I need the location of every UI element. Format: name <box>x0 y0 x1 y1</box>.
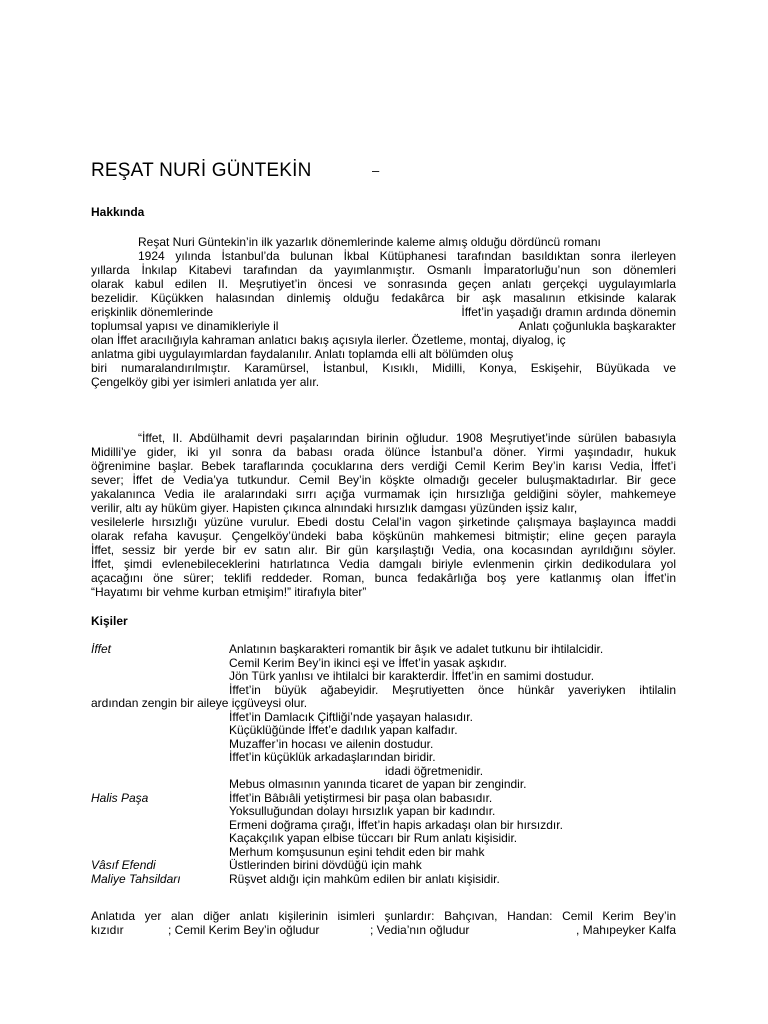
text-line: sever; İffet de Vedia’ya tutkundur. Cemil Bey’in köşkte olmadığı geceler buluşmaktadırlar. Bir gece <box>91 473 676 487</box>
cast-row <box>91 657 676 671</box>
cast-desc: Anlatının başkarakteri romantik bir âşık ve adalet tutkunu bir ihtilalcidir. <box>229 642 604 656</box>
text-line: olarak refaha kavuşur. Çengelköy’ündeki baba köşkünün mahkemesi bitmiştir; eline geçen parayla <box>91 529 676 543</box>
text-line: olan İffet aracılığıyla kahraman anlatıcı bakış açısıyla ilerler. Özetleme, montaj, diyalog, iç <box>91 333 566 347</box>
cast-row <box>91 643 676 657</box>
cast-desc: Merhum komşusunun eşini tehdit eden bir mahk <box>229 844 485 859</box>
section-heading-about: Hakkında <box>91 205 145 219</box>
text-line: “İffet, II. Abdülhamit devri paşalarından birinin oğludur. 1908 Meşrutiyet’inde sürülen babasıyla <box>138 431 676 445</box>
cast-desc: Üstlerinden birini dövdüğü için mahk <box>229 858 422 872</box>
cast-row <box>91 778 676 792</box>
section-heading-cast: Kişiler <box>91 614 128 628</box>
cast-name: İffet <box>91 642 112 656</box>
cast-name: Vâsıf Efendi <box>91 858 156 872</box>
cast-desc: Muzaffer’in hocası ve ailenin dostudur. <box>229 736 434 751</box>
cast-desc: Küçüklüğünde İffet’e dadılık yapan kalfadır. <box>229 723 458 737</box>
cast-row <box>91 859 676 873</box>
cast-desc: ardından zengin bir aileye içgüveysi olur. <box>91 696 308 710</box>
cast-desc: Rüşvet aldığı için mahkûm edilen bir anlatı kişisidir. <box>229 871 500 886</box>
text-fragment: , Mahıpeyker Kalfa <box>575 923 676 937</box>
text-line: Anlatıda yer alan diğer anlatı kişilerinin isimleri şunlardır: Bahçıvan, Handan: Cemil Kerim Bey’in <box>91 909 676 923</box>
text-line <box>91 319 676 333</box>
cast-desc: İffet’in küçüklük arkadaşlarından biridir. <box>229 750 436 764</box>
text-line: biri numaralandırılmıştır. Karamürsel, İstanbul, Kısıklı, Midilli, Konya, Eskişehir, Büyükada ve <box>91 361 676 375</box>
text-fragment: kızıdır <box>91 923 124 937</box>
title-dash: – <box>372 163 380 178</box>
title-text: REŞAT NURİ GÜNTEKİN <box>91 160 312 181</box>
summary-paragraph <box>91 431 676 599</box>
cast-desc: İffet’in Bâbıâli yetiştirmesi bir paşa olan babasıdır. <box>229 790 493 805</box>
cast-row <box>91 670 676 684</box>
cast-row <box>91 684 676 698</box>
text-line: açacağını öne sürer; teklifi reddeder. Roman, bunca fedakârlığa boş yere katlanmış olan İffet’in <box>91 571 676 585</box>
cast-desc: Kaçakçılık yapan elbise tüccarı bir Rum anlatı kişisidir. <box>229 831 518 845</box>
cast-row <box>91 846 676 860</box>
cast-desc: İffet’in büyük ağabeyidir. Meşrutiyetten önce hünkâr yaveriyken ihtilalin <box>229 682 676 697</box>
text-line: olarak kabul edilen II. Meşrutiyet’in öncesi ve sonrasında geçen anlatı gerçekçi uygulayımlarla <box>91 277 676 291</box>
cast-row <box>91 819 676 833</box>
cast-row <box>91 873 676 887</box>
text-line <box>91 923 676 937</box>
text-line: verilir, altı ay hüküm giyer. Hapisten çıkınca alnındaki hırsızlık damgası yüzünden işsiz kalır, <box>91 501 578 515</box>
text-line: Çengelköy gibi yer isimleri anlatıda yer alır. <box>91 375 320 389</box>
cast-row <box>91 832 676 846</box>
page-title <box>91 160 380 182</box>
cast-desc: Cemil Kerim Bey’in ikinci eşi ve İffet’in yasak aşkıdır. <box>229 655 507 670</box>
text-line <box>91 305 676 319</box>
text-line: Reşat Nuri Güntekin’in ilk yazarlık dönemlerinde kaleme almış olduğu dördüncü romanı <box>138 235 601 249</box>
text-fragment: ; Vedia’nın oğludur <box>370 923 470 937</box>
text-line: İffet, sessiz bir yerde bir ev satın alır. Bir gün karşılaştığı Vedia, ona kocasından ayrıldığını söyler. <box>91 543 676 557</box>
text-fragment: Anlatı çoğunlukla başkarakter <box>518 319 676 333</box>
cast-row <box>91 751 676 765</box>
cast-name: Maliye Tahsildarı <box>91 871 181 886</box>
text-line: İffet, şimdi evlenebileceklerini hatırlatınca Vedia damgalı biriyle evlenmenin çirkin dedikodulara yol <box>91 557 676 571</box>
cast-desc: İffet’in Damlacık Çiftliği’nde yaşayan halasıdır. <box>229 709 473 724</box>
cast-desc: idadi öğretmenidir. <box>385 763 484 778</box>
cast-list <box>91 643 676 886</box>
about-paragraph <box>91 235 676 389</box>
cast-row <box>91 724 676 738</box>
text-line: vesilelerle hırsızlığı yüzüne vurulur. Ebedi dostu Celal’in vagon şirketinde çalışmaya başlayınca maddi <box>91 515 676 529</box>
text-line: yıllarda İnkılap Kitabevi tarafından da yayımlanmıştır. Osmanlı İmparatorluğu’nun son dönemleri <box>91 263 676 277</box>
text-fragment: İffet’in yaşadığı dramın ardında dönemin <box>461 305 676 319</box>
others-paragraph <box>91 909 676 937</box>
cast-name: Halis Paşa <box>91 790 149 805</box>
text-line: 1924 yılında İstanbul’da bulunan İkbal Kütüphanesi tarafından basıldıktan sonra ilerleyen <box>138 249 676 263</box>
cast-row <box>91 738 676 752</box>
cast-desc: Mebus olmasının yanında ticaret de yapan bir zengindir. <box>229 777 527 791</box>
text-line: bezelidir. Küçükken halasından dinlemiş olduğu fedakârca bir aşk masalının etkisinde kalarak <box>91 291 676 305</box>
text-fragment: erişkinlik dönemlerinde <box>91 305 214 319</box>
text-fragment: toplumsal yapısı ve dinamikleriyle il <box>91 319 279 333</box>
text-line: “Hayatımı bir vehme kurban etmişim!” itirafıyla biter” <box>91 585 367 599</box>
cast-desc: Ermeni doğrama çırağı, İffet’in hapis arkadaşı olan bir hırsızdır. <box>229 817 563 832</box>
cast-row <box>91 711 676 725</box>
text-line: Midilli’ye gider, iki yıl sonra da babası orada ölünce İstanbul’a döner. Yirmi yaşındadır, hukuk <box>91 445 676 459</box>
cast-row <box>91 792 676 806</box>
text-line: anlatma gibi uygulayımlardan faydalanılır. Anlatı toplamda elli alt bölümden oluş <box>91 347 514 361</box>
cast-row <box>91 805 676 819</box>
text-fragment: ; Cemil Kerim Bey’in oğludur <box>168 923 320 937</box>
cast-desc: Jön Türk yanlısı ve ihtilalci bir karakterdir. İffet’in en samimi dostudur. <box>229 669 595 683</box>
cast-row <box>91 697 676 711</box>
text-line: öğrenimine başlar. Bebek taraflarında çocuklarına ders verdiği Cemil Kerim Bey’in karısı Vedia, İffet’i <box>91 459 676 473</box>
cast-desc: Yoksulluğundan dolayı hırsızlık yapan bir kadındır. <box>229 804 496 818</box>
cast-row <box>91 765 676 779</box>
text-line: yakalanınca Vedia ile aralarındaki sırrı açığa vurmamak için hırsızlığa geldiğini söyler, mahkemeye <box>91 487 676 501</box>
